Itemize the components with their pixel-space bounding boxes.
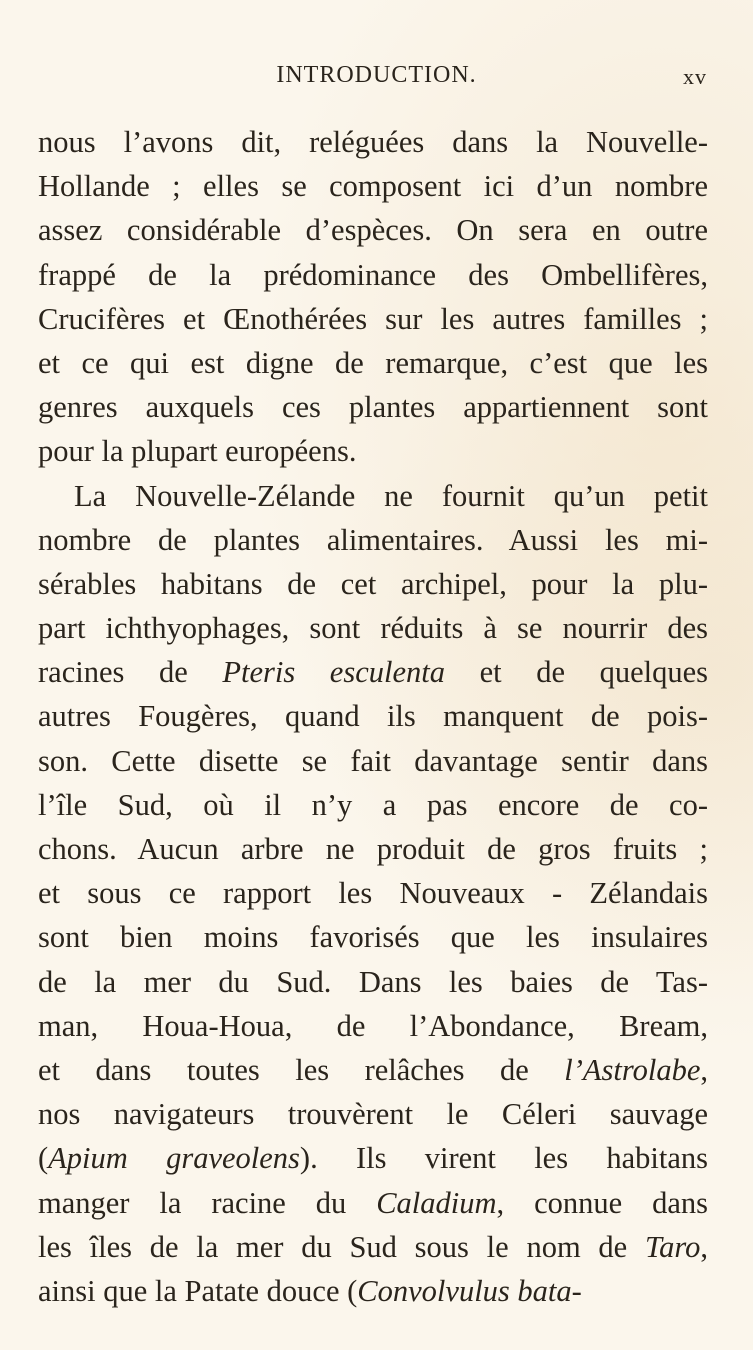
text-line <box>38 253 708 297</box>
text-line <box>38 871 708 915</box>
italic-text: Pteris esculenta <box>222 655 445 690</box>
text-line <box>38 783 708 827</box>
text-run: La Nouvelle-Zélande ne fournit qu’un petit <box>74 478 708 513</box>
text-run: assez considérable d’espèces. On sera en outre <box>38 213 708 248</box>
text-run: sérables habitans de cet archipel, pour la plu- <box>38 566 708 601</box>
text-run: manger la racine du <box>38 1185 377 1220</box>
text-run: , <box>700 1052 708 1087</box>
text-run: Crucifères et Œnothérées sur les autres familles ; <box>38 301 708 336</box>
italic-text: Taro <box>644 1229 701 1264</box>
text-line <box>38 960 708 1004</box>
text-line <box>38 739 708 783</box>
text-line <box>38 385 708 429</box>
text-line <box>38 1092 708 1136</box>
text-line <box>38 562 708 606</box>
text-run: man, Houa-Houa, de l’Abondance, Bream, <box>38 1008 708 1043</box>
text-run: ainsi que la Patate douce ( <box>38 1273 358 1308</box>
text-line <box>38 474 708 518</box>
text-line <box>38 650 708 694</box>
text-run: et dans toutes les relâches de <box>38 1052 565 1087</box>
text-run: frappé de la prédominance des Ombellifères, <box>38 257 708 292</box>
text-line <box>38 429 708 473</box>
text-run: ). Ils virent les habitans <box>299 1141 708 1176</box>
running-head <box>0 62 753 96</box>
text-run: son. Cette disette se fait davantage sentir dans <box>38 743 708 778</box>
text-line <box>38 1225 708 1269</box>
running-head-title: INTRODUCTION. <box>276 62 477 88</box>
paragraph <box>38 120 708 474</box>
text-line <box>38 164 708 208</box>
text-run: nos navigateurs trouvèrent le Céleri sauvage <box>38 1097 708 1132</box>
italic-text: Apium graveolens <box>48 1141 300 1176</box>
text-run: et ce qui est digne de remarque, c’est que les <box>38 345 708 380</box>
text-run: de la mer du Sud. Dans les baies de Tas- <box>38 964 708 999</box>
text-run: et sous ce rapport les Nouveaux - Zélandais <box>38 876 708 911</box>
text-line <box>38 208 708 252</box>
italic-text: Caladium <box>376 1185 497 1220</box>
text-run: et de quelques <box>444 655 708 690</box>
text-line <box>38 297 708 341</box>
text-line <box>38 1136 708 1180</box>
text-line <box>38 606 708 650</box>
text-line <box>38 341 708 385</box>
body-text <box>38 120 708 1313</box>
text-run: autres Fougères, quand ils manquent de pois- <box>38 699 708 734</box>
text-line <box>38 518 708 562</box>
text-line <box>38 1048 708 1092</box>
text-line <box>38 1181 708 1225</box>
text-run: nous l’avons dit, reléguées dans la Nouvelle- <box>38 125 708 159</box>
italic-text: Convolvulus bata- <box>357 1273 582 1308</box>
paragraph <box>38 474 708 1314</box>
text-run: pour la plupart européens. <box>38 434 357 469</box>
text-run: racines de <box>38 655 223 690</box>
italic-text: l’Astrolabe <box>564 1052 701 1087</box>
text-run: genres auxquels ces plantes appartiennent sont <box>38 390 708 425</box>
page-number: xv <box>683 64 707 89</box>
text-line <box>38 1269 708 1313</box>
text-run: , <box>700 1229 708 1264</box>
text-run: nombre de plantes alimentaires. Aussi les mi- <box>38 522 708 557</box>
text-run: part ichthyophages, sont réduits à se nourrir des <box>38 611 708 646</box>
text-line <box>38 915 708 959</box>
text-run: l’île Sud, où il n’y a pas encore de co- <box>38 787 708 822</box>
text-run: , connue dans <box>496 1185 709 1220</box>
text-run: les îles de la mer du Sud sous le nom de <box>38 1229 645 1264</box>
text-run: ( <box>38 1141 49 1176</box>
text-line <box>38 694 708 738</box>
text-run: sont bien moins favorisés que les insulaires <box>38 920 708 955</box>
text-line <box>38 1004 708 1048</box>
text-run: Hollande ; elles se composent ici d’un nombre <box>38 169 708 204</box>
text-line <box>38 120 708 164</box>
text-line <box>38 827 708 871</box>
text-run: chons. Aucun arbre ne produit de gros fruits ; <box>38 832 708 866</box>
